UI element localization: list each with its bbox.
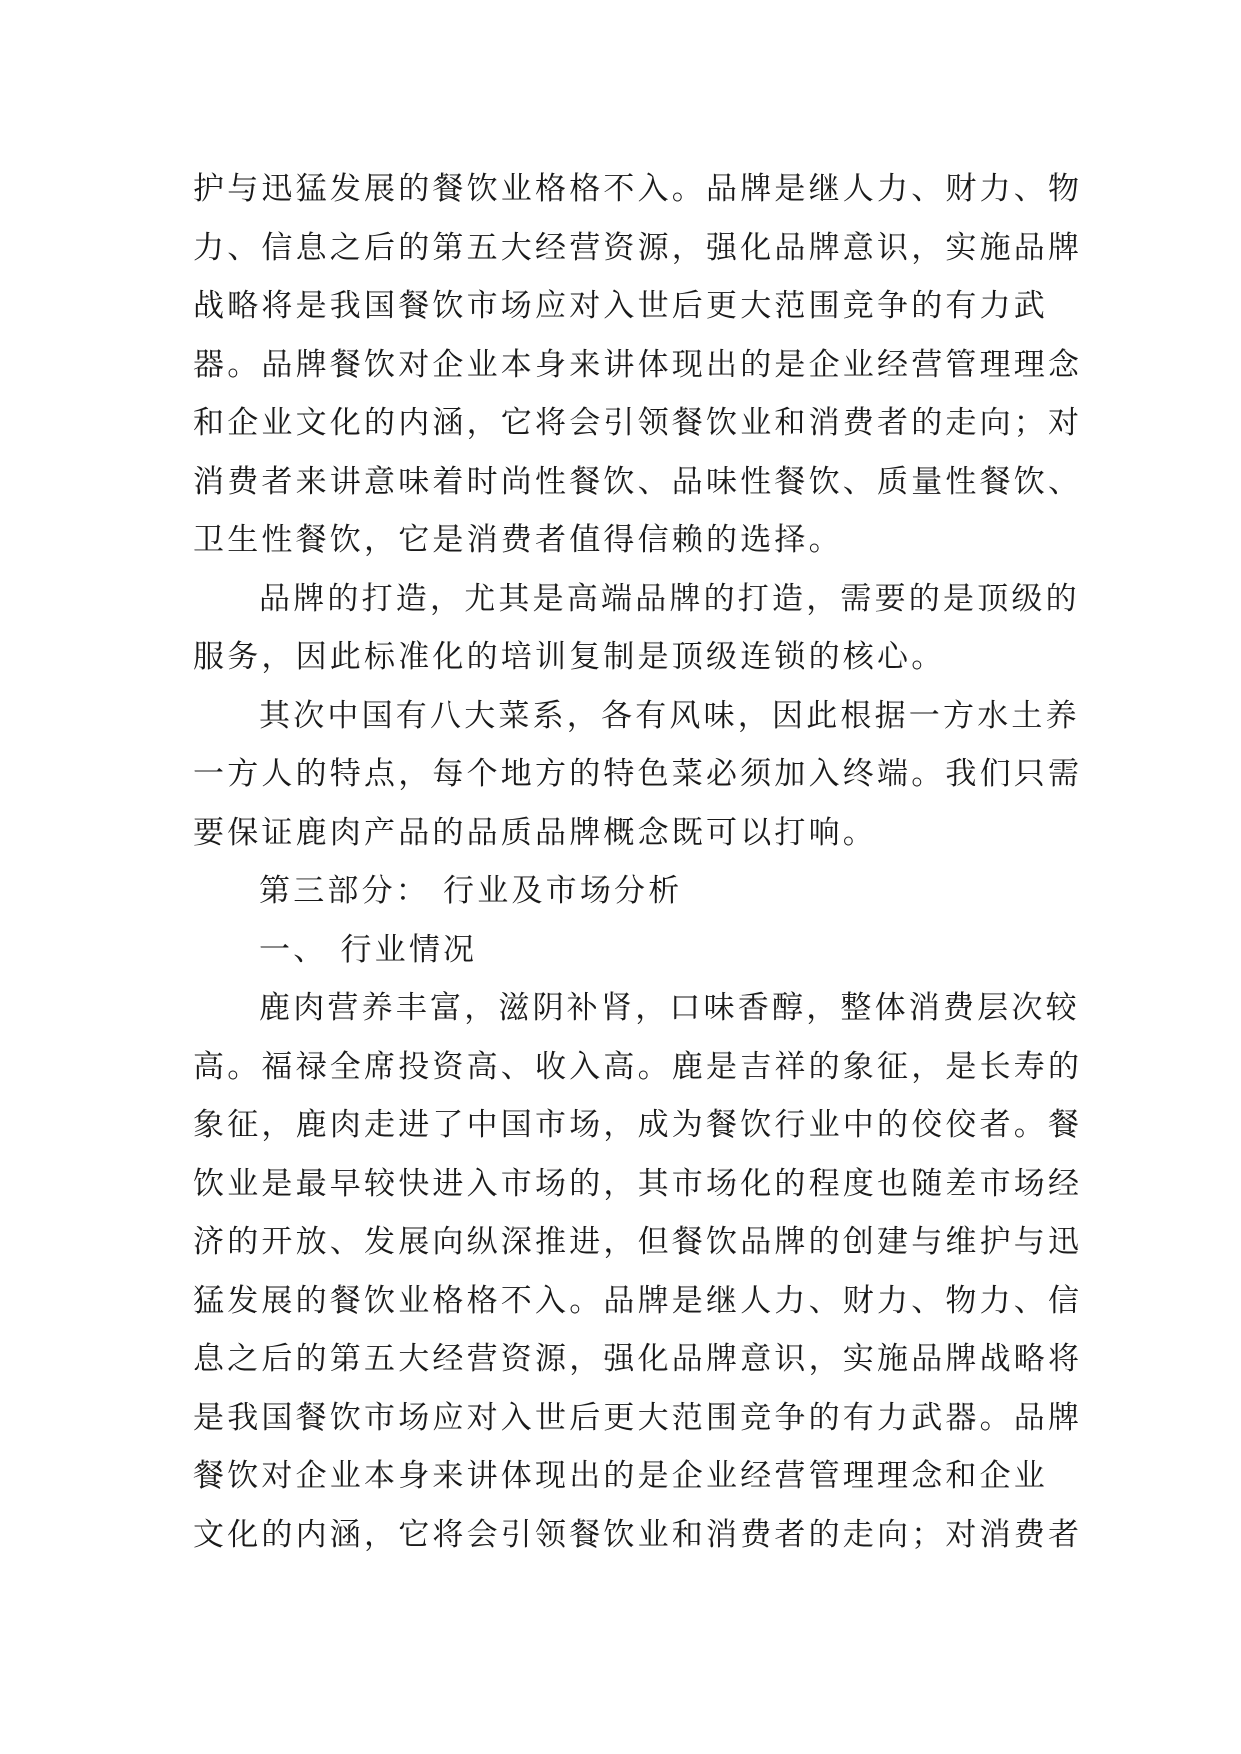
- text-line: 护与迅猛发展的餐饮业格格不入。品牌是继人力、财力、物: [193, 171, 1083, 207]
- paragraph-start-line: 其次中国有八大菜系，各有风味，因此根据一方水土养: [259, 697, 1080, 734]
- text-line: 文化的内涵，它将会引领餐饮业和消费者的走向；对消费者: [193, 1516, 1083, 1553]
- subsection-heading: 一、 行业情况: [259, 931, 478, 968]
- text-line: 高。福禄全席投资高、收入高。鹿是吉祥的象征，是长寿的: [193, 1048, 1083, 1085]
- document-body: [193, 160, 1083, 1564]
- text-line: 和企业文化的内涵，它将会引领餐饮业和消费者的走向；对: [193, 405, 1083, 441]
- text-line: 战略将是我国餐饮市场应对入世后更大范围竞争的有力武: [193, 288, 1048, 324]
- text-line: 器。品牌餐饮对企业本身来讲体现出的是企业经营管理理念: [193, 346, 1083, 383]
- paragraph-start-line: 鹿肉营养丰富，滋阴补肾，口味香醇，整体消费层次较: [259, 990, 1080, 1026]
- paragraph-start-line: 品牌的打造，尤其是高端品牌的打造，需要的是顶级的: [259, 580, 1080, 617]
- text-line: 消费者来讲意味着时尚性餐饮、品味性餐饮、质量性餐饮、: [193, 463, 1083, 500]
- text-line: 服务，因此标准化的培训复制是顶级连锁的核心。: [193, 639, 946, 675]
- text-line: 济的开放、发展向纵深推进，但餐饮品牌的创建与维护与迅: [193, 1224, 1083, 1260]
- text-line: 力、信息之后的第五大经营资源，强化品牌意识，实施品牌: [193, 229, 1083, 266]
- text-line: 餐饮对企业本身来讲体现出的是企业经营管理理念和企业: [193, 1458, 1048, 1494]
- text-line: 是我国餐饮市场应对入世后更大范围竞争的有力武器。品牌: [193, 1399, 1083, 1436]
- text-line: 象征，鹿肉走进了中国市场，成为餐饮行业中的佼佼者。餐: [193, 1107, 1083, 1143]
- text-line: 要保证鹿肉产品的品质品牌概念既可以打响。: [193, 814, 877, 851]
- text-line: 饮业是最早较快进入市场的，其市场化的程度也随差市场经: [193, 1165, 1083, 1202]
- text-line: 一方人的特点，每个地方的特色菜必须加入终端。我们只需: [193, 756, 1083, 792]
- section-heading: 第三部分： 行业及市场分析: [259, 873, 683, 909]
- text-line: 息之后的第五大经营资源，强化品牌意识，实施品牌战略将: [193, 1341, 1083, 1377]
- text-line: 卫生性餐饮，它是消费者值得信赖的选择。: [193, 522, 843, 558]
- text-line: 猛发展的餐饮业格格不入。品牌是继人力、财力、物力、信: [193, 1282, 1083, 1319]
